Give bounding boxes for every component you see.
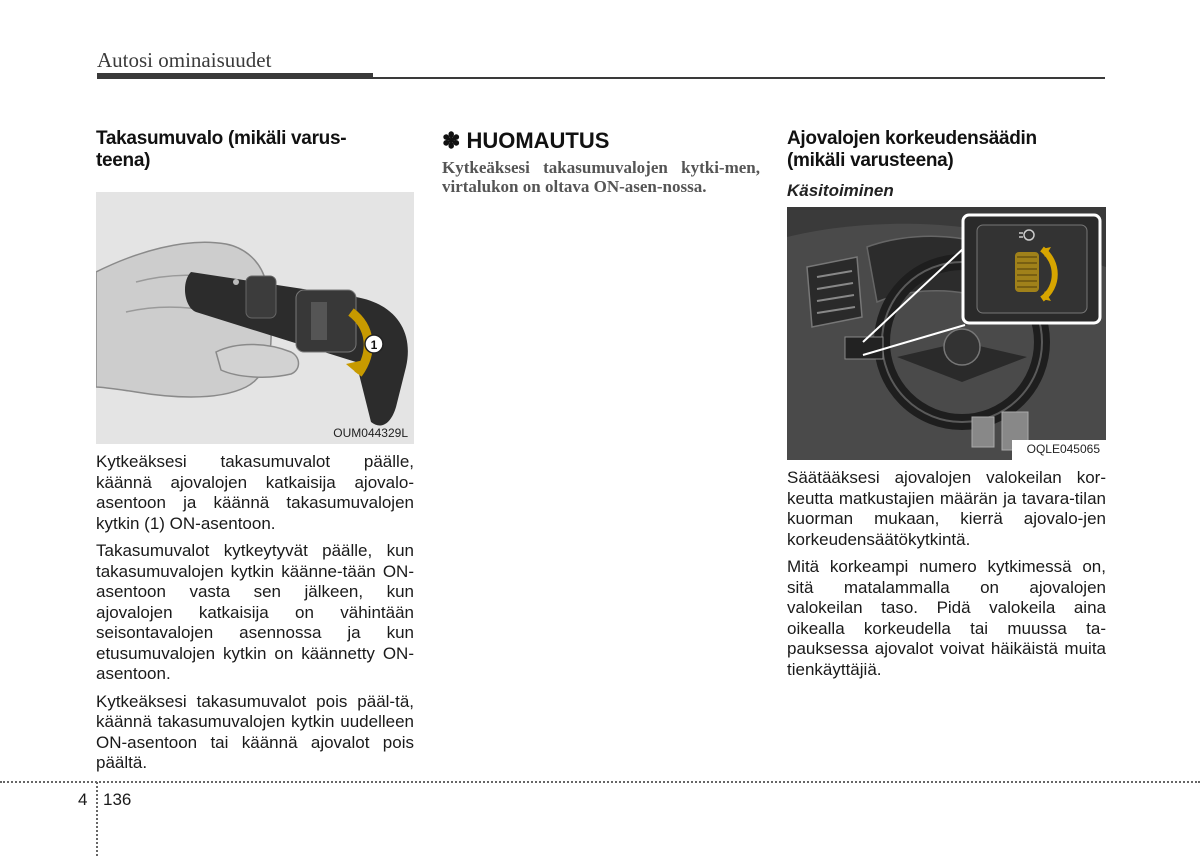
dashboard-leveling-illustration	[787, 207, 1106, 460]
middle-column	[442, 128, 760, 196]
left-paragraph-1: Kytkeäksesi takasumuvalot päälle, käännä ajovalojen katkaisija ajovalo-asentoon ja käännä takasumuvalojen kytkin (1) ON-asentoon.	[96, 452, 414, 533]
footer-chapter-number: 4	[78, 790, 88, 809]
header-rule-thick	[97, 73, 373, 79]
headlight-leveling-figure	[787, 207, 1106, 460]
left-paragraph-3: Kytkeäksesi takasumuvalot pois pääl-tä, käännä takasumuvalojen kytkin uudelleen ON-asentoon tai käännä ajovalot pois päältä.	[96, 691, 414, 772]
right-paragraph-1: Säätääksesi ajovalojen valokeilan kor-keutta matkustajien määrän ja tavara-tilan kuorman mukaan, kierrä ajovalo-jen korkeudensäätökytkintä.	[787, 468, 1106, 549]
footer-dotted-rule	[0, 781, 1200, 783]
left-body-text	[96, 452, 414, 774]
figure-code-right: OQLE045065	[1026, 442, 1100, 456]
note-asterisk-icon: ✽	[442, 128, 461, 153]
left-column	[96, 128, 414, 781]
note-text: Kytkeäksesi takasumuvalojen kytki-men, virtalukon on oltava ON-asen-nossa.	[442, 158, 760, 196]
right-column	[787, 128, 1106, 687]
header-rule-thin	[373, 77, 1105, 79]
note-heading	[442, 128, 760, 154]
note-title-text: HUOMAUTUS	[466, 128, 610, 153]
page-header-title: Autosi ominaisuudet	[97, 48, 272, 72]
manual-type-subtitle: Käsitoiminen	[787, 181, 894, 200]
footer-page-number: 136	[103, 790, 132, 809]
rear-fog-switch-illustration	[96, 192, 414, 444]
left-paragraph-2: Takasumuvalot kytkeytyvät päälle, kun takasumuvalojen kytkin käänne-tään ON-asentoon vasta sen jälkeen, kun ajovalojen katkaisija on vähintään seisontavalojen asennossa ja kun etusumuvalojen kytkin on käännetty ON-asentoon.	[96, 541, 414, 683]
footer-dotted-divider	[96, 782, 98, 856]
figure-callout-1: 1	[370, 338, 378, 352]
right-body-text	[787, 468, 1106, 680]
rear-fog-switch-figure	[96, 192, 414, 444]
rear-fog-light-heading: Takasumuvalo (mikäli varus- teena)	[96, 128, 347, 171]
headlight-leveling-heading: Ajovalojen korkeudensäädin (mikäli varusteena)	[787, 128, 1037, 171]
figure-code-left: OUM044329L	[333, 426, 408, 440]
right-paragraph-2: Mitä korkeampi numero kytkimessä on, sitä matalammalla on ajovalojen valokeilan taso. Pidä valokeila aina oikealla korkeudella tai muussa ta-pauksessa ajovalot voivat häikäistä muita tienkäyttäjiä.	[787, 557, 1106, 679]
